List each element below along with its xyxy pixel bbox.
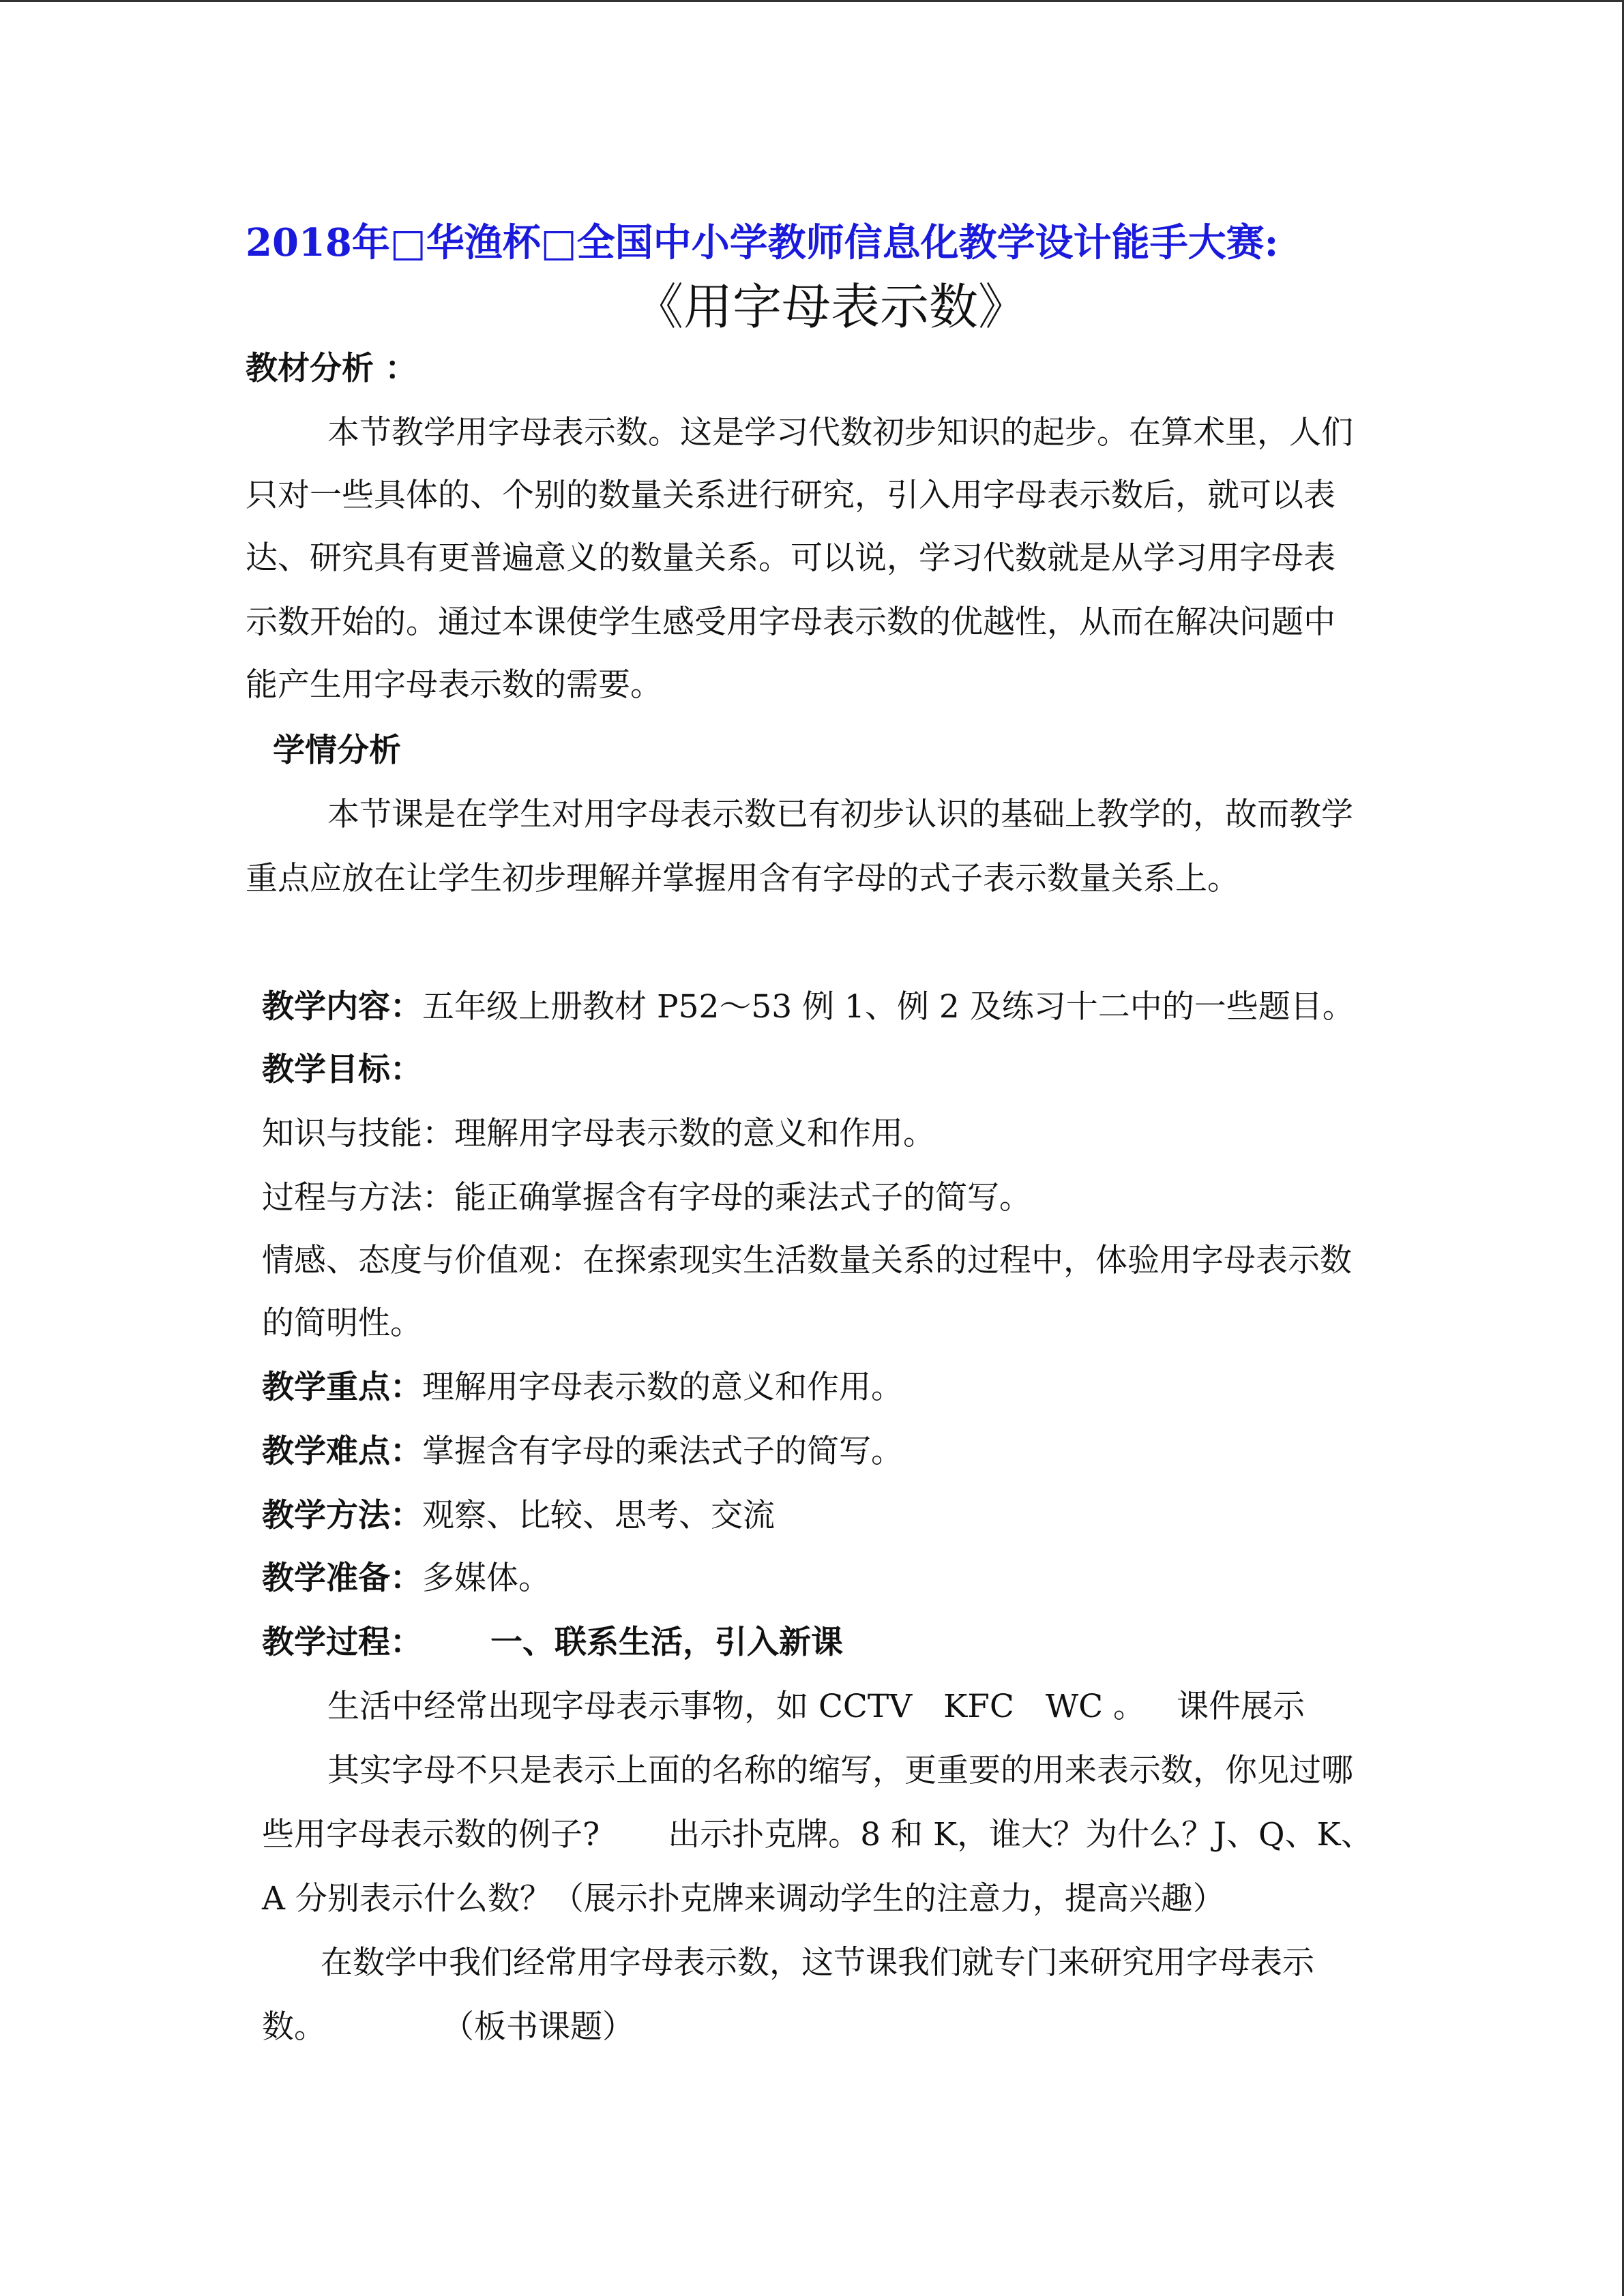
preparation-text: 多媒体。 xyxy=(422,1560,550,1597)
material-analysis-line: 只对一些具体的、个别的数量关系进行研究，引入用字母表示数后，就可以表 xyxy=(246,477,1335,514)
objectives-heading: 教学目标： xyxy=(262,1051,422,1088)
objective-process: 过程与方法：能正确掌握含有字母的乘法式子的简写。 xyxy=(262,1179,1031,1217)
process-paragraph xyxy=(262,2007,634,2048)
student-analysis-line: 重点应放在让学生初步理解并掌握用含有字母的式子表示数量关系上。 xyxy=(246,860,1239,897)
method xyxy=(262,1495,775,1536)
process-text: （板书课题） xyxy=(442,2008,634,2046)
process-step-1: 一、联系生活，引入新课 xyxy=(490,1624,843,1661)
process-paragraph: A 分别表示什么数？（展示扑克牌来调动学生的注意力，提高兴趣） xyxy=(262,1880,1225,1918)
process-text: 数。 xyxy=(262,2008,326,2046)
method-text: 观察、比较、思考、交流 xyxy=(422,1497,775,1534)
material-analysis-line: 示数开始的。通过本课使学生感受用字母表示数的优越性，从而在解决问题中 xyxy=(246,603,1335,641)
objective-emotion: 的简明性。 xyxy=(262,1304,422,1342)
teaching-content xyxy=(262,987,1355,1028)
teaching-content-label: 教学内容： xyxy=(262,988,422,1026)
material-analysis-line: 达、研究具有更普遍意义的数量关系。可以说，学习代数就是从学习用字母表 xyxy=(246,539,1335,577)
objective-emotion: 情感、态度与价值观：在探索现实生活数量关系的过程中，体验用字母表示数 xyxy=(262,1242,1352,1279)
lesson-title: 《用字母表示数》 xyxy=(634,278,1028,336)
teaching-content-text: 五年级上册教材 P52～53 例 1、例 2 及练习十二中的一些题目。 xyxy=(422,988,1355,1026)
material-analysis-line: 本节教学用字母表示数。这是学习代数初步知识的起步。在算术里，人们 xyxy=(327,414,1353,451)
process-paragraph xyxy=(327,1686,1305,1727)
process-label: 教学过程： xyxy=(262,1624,422,1661)
material-analysis-heading: 教材分析 ： xyxy=(246,350,417,387)
process-text: 课件展示 xyxy=(1177,1688,1305,1725)
material-analysis-line: 能产生用字母表示数的需要。 xyxy=(246,666,662,704)
process-paragraph: 在数学中我们经常用字母表示数，这节课我们就专门来研究用字母表示 xyxy=(321,1944,1314,1982)
preparation-label: 教学准备： xyxy=(262,1560,422,1597)
student-analysis-heading: 学情分析 xyxy=(273,732,401,769)
student-analysis-line: 本节课是在学生对用字母表示数已有初步认识的基础上教学的，故而教学 xyxy=(327,796,1353,833)
process-text: 出示扑克牌。8 和 K，谁大？为什么？J、Q、K、 xyxy=(668,1816,1373,1853)
difficulty-text: 掌握含有字母的乘法式子的简写。 xyxy=(422,1433,903,1470)
process-text: KFC xyxy=(943,1688,1014,1725)
contest-title: 2018年□华渔杯□全国中小学教师信息化教学设计能手大赛: xyxy=(246,220,1279,265)
key-point-label: 教学重点： xyxy=(262,1369,422,1406)
process-heading-row xyxy=(262,1622,843,1663)
process-text: 生活中经常出现字母表示事物，如 CCTV xyxy=(327,1688,913,1725)
preparation xyxy=(262,1558,550,1599)
key-point-text: 理解用字母表示数的意义和作用。 xyxy=(422,1369,903,1406)
difficulty xyxy=(262,1431,903,1472)
process-paragraph: 其实字母不只是表示上面的名称的缩写，更重要的用来表示数，你见过哪 xyxy=(327,1752,1353,1789)
objective-knowledge: 知识与技能：理解用字母表示数的意义和作用。 xyxy=(262,1115,935,1152)
method-label: 教学方法： xyxy=(262,1497,422,1534)
process-text: WC 。 xyxy=(1045,1688,1146,1725)
process-paragraph xyxy=(262,1815,1373,1855)
key-point xyxy=(262,1367,903,1408)
difficulty-label: 教学难点： xyxy=(262,1433,422,1470)
process-text: 些用字母表示数的例子? xyxy=(262,1816,600,1853)
